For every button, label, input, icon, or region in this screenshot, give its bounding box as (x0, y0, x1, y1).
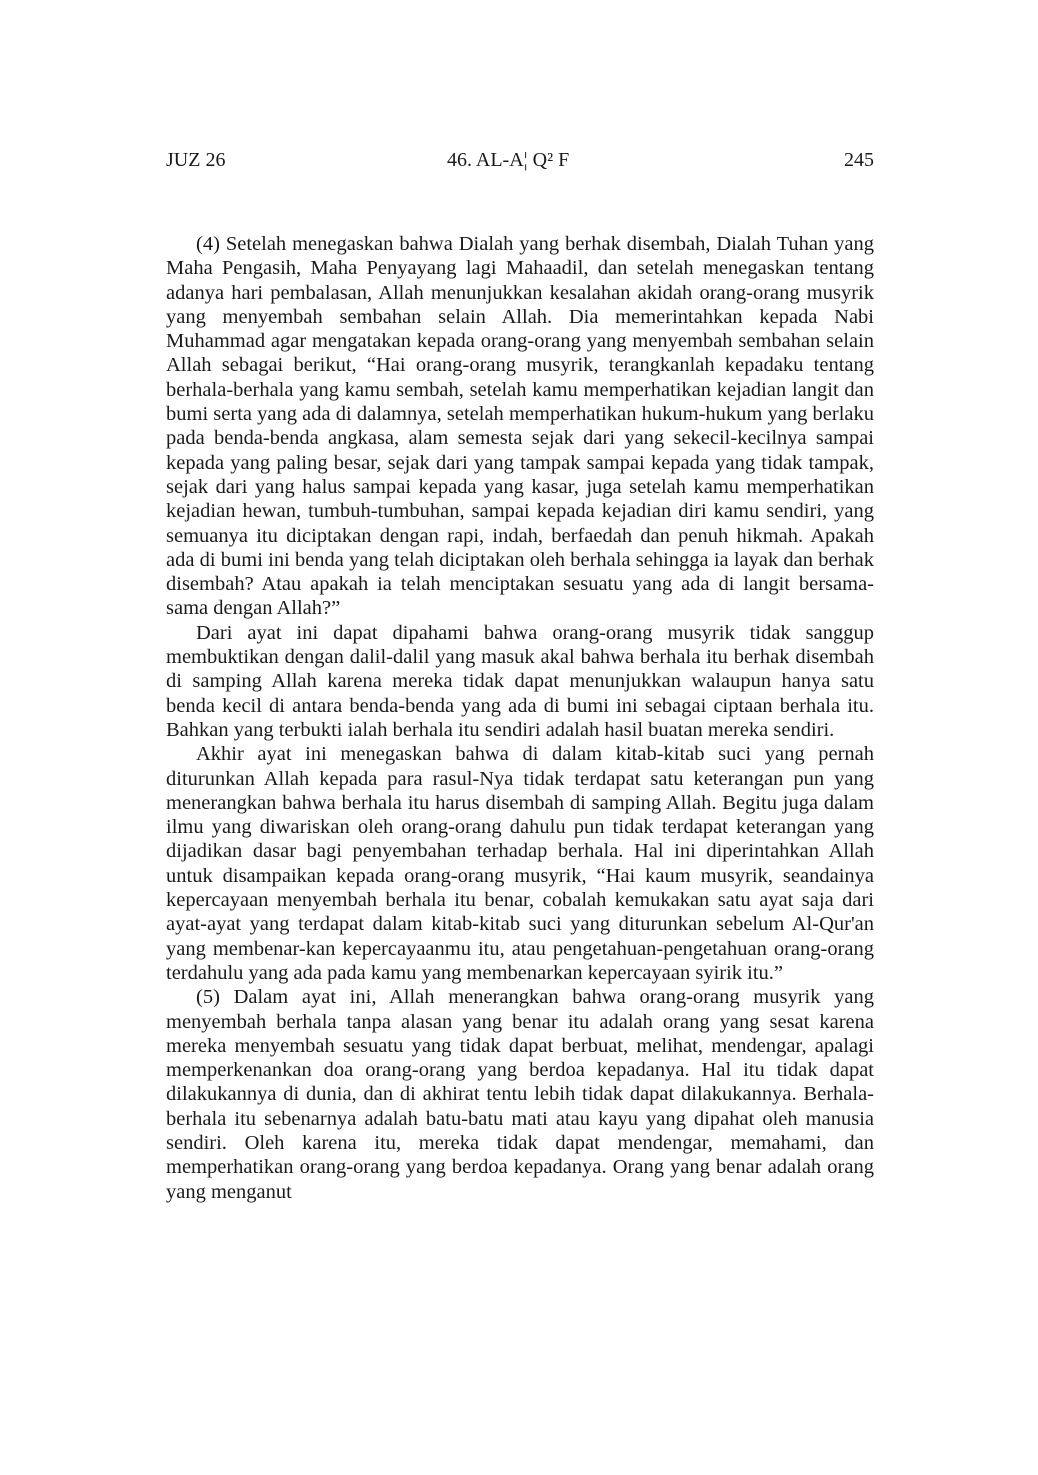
paragraph-end-of-verse: Akhir ayat ini menegaskan bahwa di dalam kitab-kitab suci yang pernah diturunkan Allah kepada para rasul-Nya tidak terdapat satu keterangan pun yang menerangkan bahwa berhala itu harus disembah di samping Allah. Begitu juga dalam ilmu yang diwariskan oleh orang-orang dahulu pun tidak terdapat keterangan yang dijadikan dasar bagi penyembahan terhadap berhala. Hal ini diperintahkan Allah untuk disampaikan kepada orang-orang musyrik, “Hai kaum musyrik, seandainya kepercayaan menyembah berhala itu benar, cobalah kemukakan satu ayat saja dari ayat-ayat yang terdapat dalam kitab-kitab suci yang diturunkan sebelum Al-Qur'an yang membenar-kan kepercayaanmu itu, atau pengetahuan-pengetahuan orang-orang terdahulu yang ada pada kamu yang membenarkan kepercayaan syirik itu.” (166, 743, 874, 984)
surah-title: 46. AL-A¦ Q² F (447, 149, 570, 171)
running-header (166, 146, 874, 174)
paragraph-verse-5: (5) Dalam ayat ini, Allah menerangkan bahwa orang-orang musyrik yang menyembah berhala tanpa alasan yang benar itu adalah orang yang sesat karena mereka menyembah sesuatu yang tidak dapat berbuat, melihat, mendengar, apalagi memperkenankan doa orang-orang yang berdoa kepadanya. Hal itu tidak dapat dilakukannya di dunia, dan di akhirat tentu lebih tidak dapat dilakukannya. Berhala-berhala itu sebenarnya adalah batu-batu mati atau kayu yang dipahat oleh manusia sendiri. Oleh karena itu, mereka tidak dapat mendengar, memahami, dan memperhatikan orang-orang yang berdoa kepadanya. Orang yang benar adalah orang yang menganut (166, 986, 874, 1203)
juz-label: JUZ 26 (166, 149, 226, 171)
paragraph-verse-4: (4) Setelah menegaskan bahwa Dialah yang berhak disembah, Dialah Tuhan yang Maha Pengasih, Maha Penyayang lagi Mahaadil, dan setelah menegaskan tentang adanya hari pembalasan, Allah menunjukkan kesalahan akidah orang-orang musyrik yang menyembah sembahan selain Allah. Dia memerintahkan kepada Nabi Muhammad agar mengatakan kepada orang-orang yang menyembah sembahan selain Allah sebagai berikut, “Hai orang-orang musyrik, terangkanlah kepadaku tentang berhala-berhala yang kamu sembah, setelah kamu memperhatikan kejadian langit dan bumi serta yang ada di dalamnya, setelah memperhatikan hukum-hukum yang berlaku pada benda-benda angkasa, alam semesta sejak dari yang sekecil-kecilnya sampai kepada yang paling besar, sejak dari yang tampak sampai kepada yang tidak tampak, sejak dari yang halus sampai kepada yang kasar, juga setelah kamu memperhatikan kejadian hewan, tumbuh-tumbuhan, sampai kepada kejadian diri kamu sendiri, yang semuanya itu diciptakan dengan rapi, indah, berfaedah dan penuh hikmah. Apakah ada di bumi ini benda yang telah diciptakan oleh berhala sehingga ia layak dan berhak disembah? Atau apakah ia telah menciptakan sesuatu yang ada di langit bersama-sama dengan Allah?” (166, 233, 874, 620)
body-text (166, 232, 874, 1204)
page-number: 245 (844, 149, 874, 171)
paragraph-explanation: Dari ayat ini dapat dipahami bahwa orang-orang musyrik tidak sanggup membuktikan dengan dalil-dalil yang masuk akal bahwa berhala itu berhak disembah di samping Allah karena mereka tidak dapat menunjukkan walaupun hanya satu benda kecil di antara benda-benda yang ada di bumi ini sebagai ciptaan berhala itu. Bahkan yang terbukti ialah berhala itu sendiri adalah hasil buatan mereka sendiri. (166, 621, 874, 741)
